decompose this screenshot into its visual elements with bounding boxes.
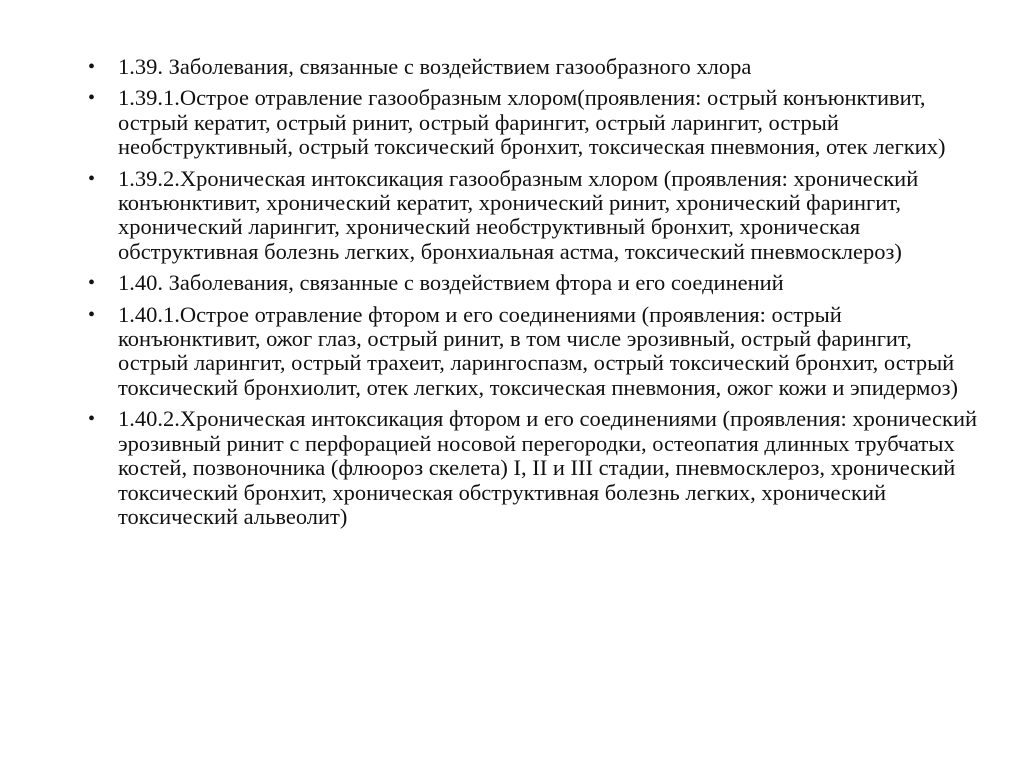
list-item <box>78 167 978 265</box>
bullet-list <box>78 55 978 536</box>
bullet-icon: • <box>88 303 96 326</box>
list-item-text: 1.39. Заболевания, связанные с воздействием газообразного хлора <box>118 54 752 79</box>
bullet-icon: • <box>88 87 96 110</box>
bullet-icon: • <box>88 167 96 190</box>
bullet-icon: • <box>88 272 96 295</box>
list-item <box>78 303 978 401</box>
list-item-text: 1.40.1.Острое отравление фтором и его соединениями (проявления: острый конъюнктивит, ожог глаз, острый ринит, в том числе эрозивный, острый фарингит, острый ларингит, острый трахеит, ларингоспазм, острый токсический бронхит, острый токсический бронхиолит, отек легких, токсическая пневмония, ожог кожи и эпидермоз) <box>118 301 958 400</box>
list-item-text: 1.39.1.Острое отравление газообразным хлором(проявления: острый конъюнктивит, острый кератит, острый ринит, острый фарингит, острый ларингит, острый необструктивный, острый токсический бронхит, токсическая пневмония, отек легких) <box>118 85 946 160</box>
bullet-icon: • <box>88 408 96 431</box>
list-item <box>78 55 978 79</box>
list-item-text: 1.39.2.Хроническая интоксикация газообразным хлором (проявления: хронический конъюнктивит, хронический кератит, хронический ринит, хронический фарингит, хронический ларингит, хронический необструктивный бронхит, хроническая обструктивная болезнь легких, бронхиальная астма, токсический пневмосклероз) <box>118 165 919 264</box>
list-item <box>78 86 978 159</box>
list-item <box>78 271 978 295</box>
list-item <box>78 407 978 529</box>
list-item-text: 1.40.2.Хроническая интоксикация фтором и его соединениями (проявления: хронический эрозивный ринит с перфорацией носовой перегородки, остеопатия длинных трубчатых костей, позвоночника (флюороз скелета) I, II и III стадии, пневмосклероз, хронический токсический бронхит, хроническая обструктивная болезнь легких, хронический токсический альвеолит) <box>118 406 978 529</box>
bullet-icon: • <box>88 56 96 78</box>
list-item-text: 1.40. Заболевания, связанные с воздействием фтора и его соединений <box>118 270 784 296</box>
